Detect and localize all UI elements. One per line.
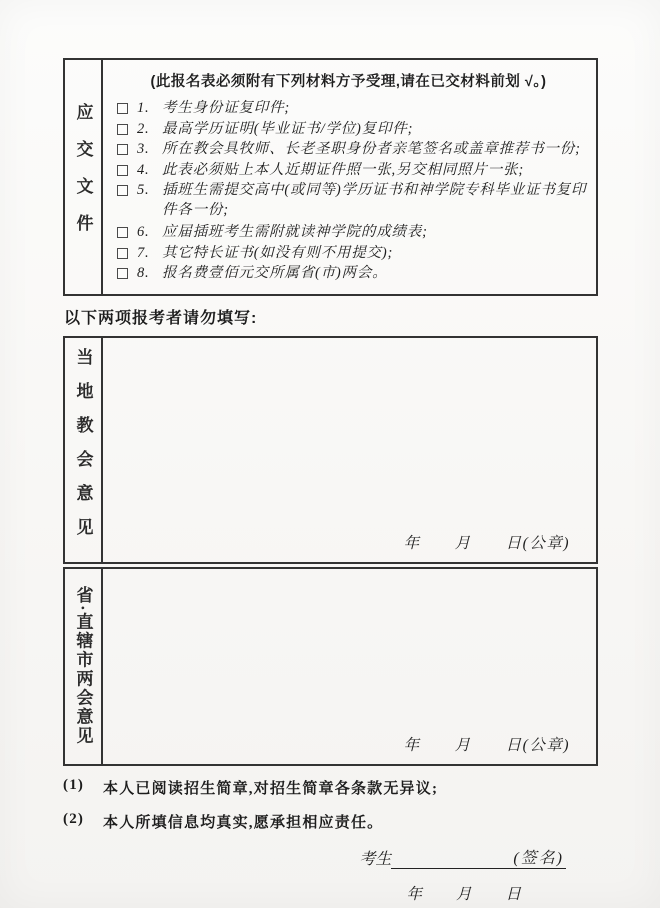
document-item-text: 最高学历证明(毕业证书/学位)复印件; [162, 120, 414, 137]
checkbox-icon[interactable] [117, 144, 128, 155]
required-documents-side-cell [65, 60, 103, 294]
checkbox-icon[interactable] [117, 103, 128, 114]
document-item-text: 所在教会具牧师、长老圣职身份者亲笔签名或盖章推荐书一份; [162, 141, 581, 157]
document-item-number: 7. [137, 244, 150, 261]
document-item-text: 此表必须贴上本人近期证件照一张,另交相同照片一张; [162, 161, 524, 178]
signature-date-line: 年 月 日 [406, 885, 522, 903]
document-item-number: 8. [137, 265, 150, 281]
document-item-text: 报名费壹佰元交所属省(市)两会。 [162, 265, 388, 281]
declaration-number: (2) [63, 810, 85, 827]
document-item [115, 244, 588, 264]
declaration-item [63, 777, 598, 798]
declarations-section [63, 777, 598, 832]
local-church-opinion-writein-area[interactable] [103, 338, 596, 562]
signature-suffix-label: (签名) [511, 845, 566, 869]
checkbox-icon[interactable] [117, 227, 128, 238]
checkbox-icon[interactable] [117, 124, 128, 135]
local-church-opinion-box [63, 336, 598, 564]
provincial-councils-side-label: 省·直辖市两会意见 [73, 586, 93, 746]
checkbox-icon[interactable] [117, 268, 128, 279]
provincial-councils-side-cell [65, 569, 103, 764]
provincial-councils-opinion-box [63, 567, 598, 766]
required-documents-header: (此报名表必须附有下列材料方予受理,请在已交材料前划 √。) [150, 74, 547, 90]
do-not-fill-notice: 以下两项报考者请勿填写: [64, 309, 258, 327]
document-item-text: 其它特长证书(如没有则不用提交); [162, 244, 394, 261]
document-item-number: 3. [137, 141, 150, 157]
provincial-councils-date-seal-line: 年 月 日(公章) [403, 736, 570, 754]
required-documents-body [103, 60, 596, 294]
checkbox-icon[interactable] [117, 165, 128, 176]
document-item [115, 140, 588, 160]
document-item-number: 2. [137, 120, 150, 137]
required-documents-section [63, 58, 598, 296]
local-church-side-cell [65, 338, 103, 562]
provincial-councils-opinion-writein-area[interactable] [103, 569, 596, 764]
document-item [115, 161, 588, 181]
declaration-number: (1) [63, 776, 85, 793]
document-item-number: 1. [137, 100, 150, 116]
document-item-text: 考生身份证复印件; [162, 100, 291, 116]
checkbox-icon[interactable] [117, 185, 128, 196]
candidate-signature-row [63, 845, 598, 869]
document-item-number: 5. [137, 182, 150, 198]
declaration-text: 本人所填信息均真实,愿承担相应责任。 [103, 814, 384, 831]
document-item [115, 223, 588, 243]
declaration-item [63, 811, 598, 832]
document-item-text: 应届插班考生需附就读神学院的成绩表; [162, 224, 428, 240]
candidate-signature-blank[interactable] [391, 849, 511, 869]
document-item-text: 插班生需提交高中(或同等)学历证书和神学院专科毕业证书复印件各一份; [162, 182, 587, 218]
document-item [115, 120, 588, 140]
required-documents-side-label: 应交文件 [73, 102, 93, 251]
document-item [115, 99, 588, 119]
checkbox-icon[interactable] [117, 248, 128, 259]
document-item [115, 264, 588, 284]
document-item [115, 181, 588, 220]
candidate-label: 考生 [359, 850, 392, 868]
declaration-text: 本人已阅读招生简章,对招生简章各条款无异议; [103, 780, 439, 797]
document-item-number: 4. [137, 161, 150, 178]
local-church-date-seal-line: 年 月 日(公章) [403, 534, 570, 552]
local-church-side-label: 当地教会意见 [73, 347, 93, 552]
document-item-number: 6. [137, 224, 150, 240]
